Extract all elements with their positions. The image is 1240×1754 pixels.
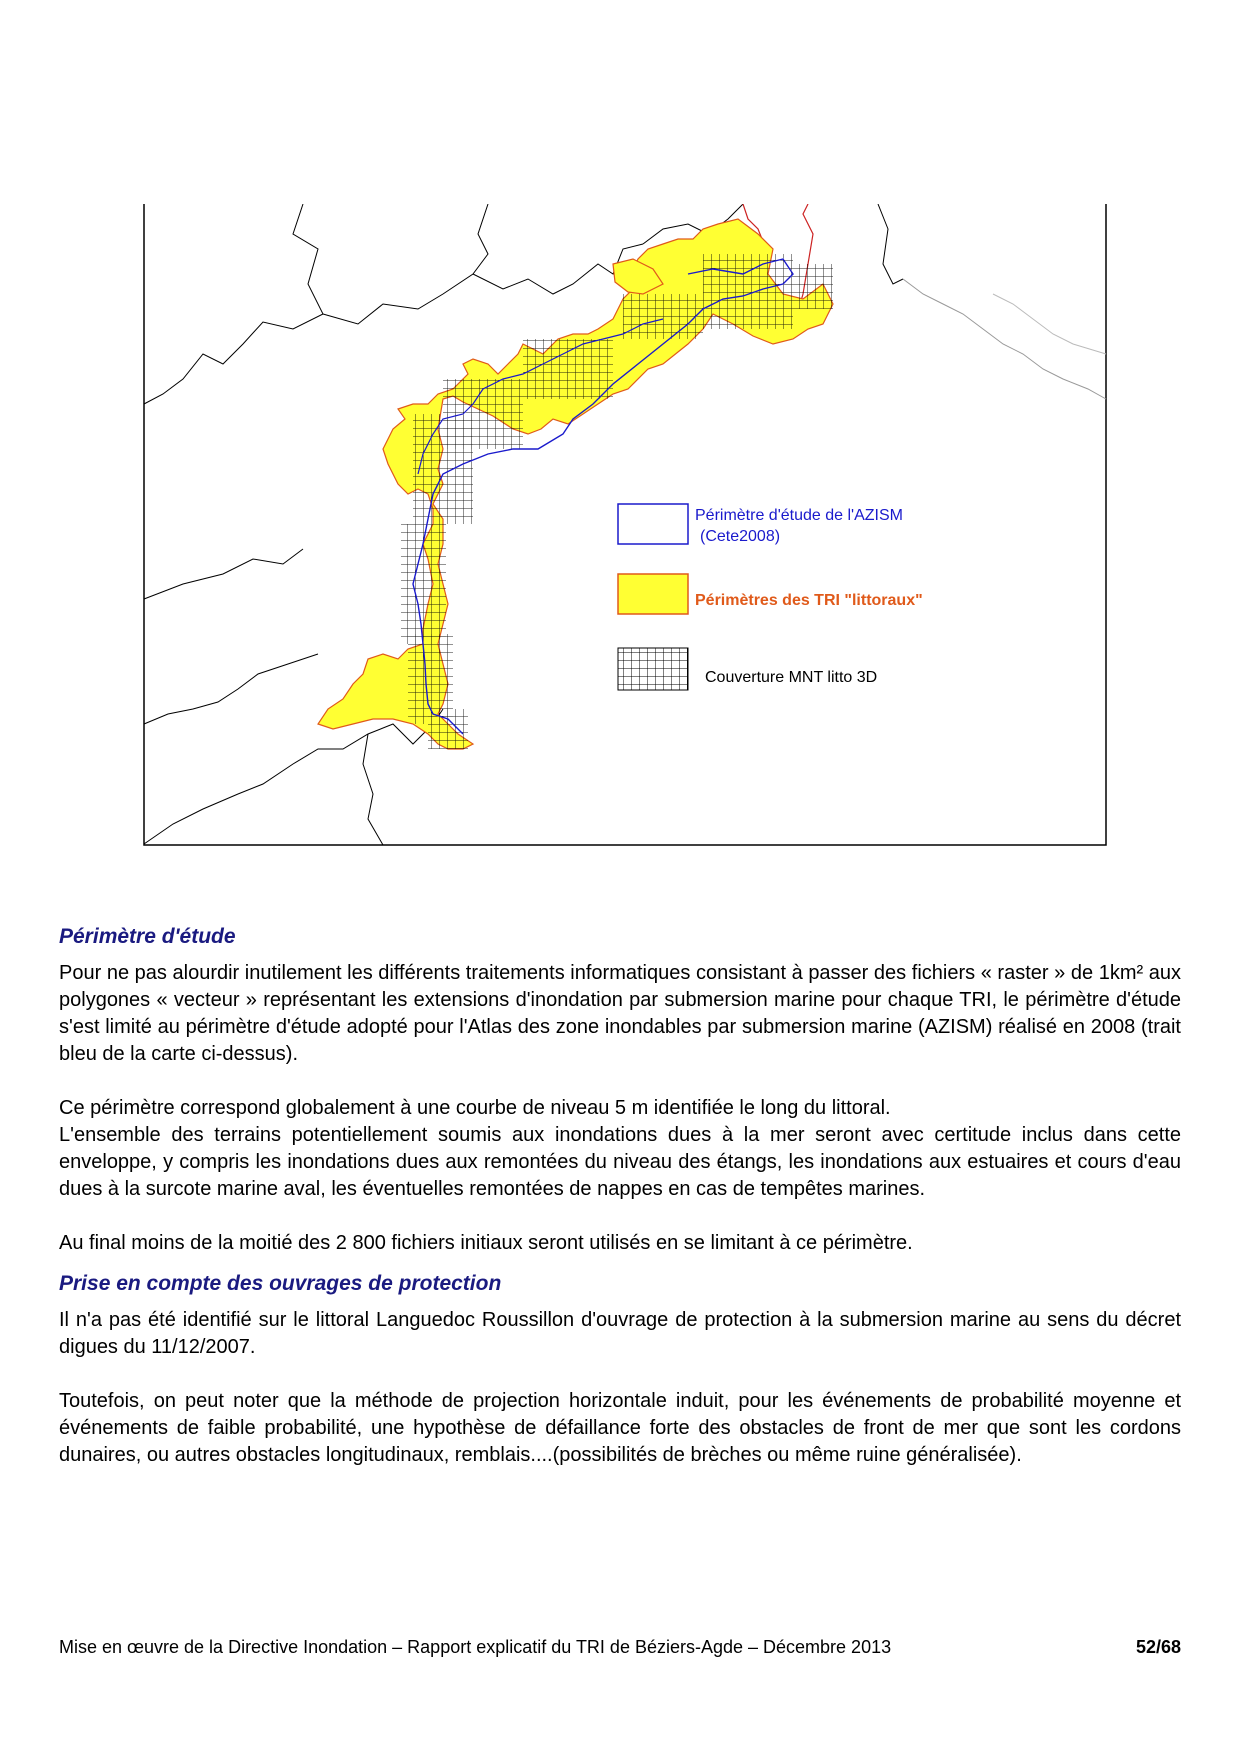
legend-azism-label-1: Périmètre d'étude de l'AZISM — [695, 507, 903, 524]
coverage-map — [143, 204, 1107, 846]
department-border — [144, 654, 318, 724]
legend-azism-label-2: (Cete2008) — [700, 528, 781, 545]
department-border — [323, 204, 488, 324]
legend-tri-swatch — [618, 574, 688, 614]
department-border — [363, 734, 383, 845]
section-heading-perimetre: Périmètre d'étude — [59, 925, 236, 948]
paragraph: Toutefois, on peut noter que la méthode de projection horizontale induit, pour les événements de probabilité moyenne et événements de faible probabilité, une hypothèse de défaillance forte des obstacles de front de mer que sont les cordons dunaires, ou autres obstacles longitudinaux, remblais....(possibilités de brèches ou même ruine généralisée). — [59, 1390, 1181, 1466]
department-border — [878, 204, 903, 284]
paragraph: L'ensemble des terrains potentiellement soumis aux inondations dues à la mer seront avec certitude inclus dans cette enveloppe, y compris les inondations dues aux remontées du niveau des étangs, les inondations aux estuaires et cours d'eau dues à la surcote marine aval, les éventuelles remontées de nappes en cas de tempêtes marines. — [59, 1124, 1181, 1200]
department-border — [144, 204, 323, 404]
legend-mnt-swatch — [618, 648, 688, 690]
mnt-coverage-tile — [523, 339, 613, 399]
map-legend — [618, 504, 923, 690]
paragraph: Au final moins de la moitié des 2 800 fichiers initiaux seront utilisés en se limitant à ce périmètre. — [59, 1232, 913, 1254]
legend-tri-label: Périmètres des TRI "littoraux" — [695, 592, 923, 609]
paragraph: Ce périmètre correspond globalement à une courbe de niveau 5 m identifiée le long du littoral. — [59, 1097, 891, 1119]
mnt-coverage-tile — [623, 294, 703, 339]
footer-text: Mise en œuvre de la Directive Inondation – Rapport explicatif du TRI de Béziers-Agde – Décembre 2013 — [59, 1637, 892, 1657]
legend-azism-swatch — [618, 504, 688, 544]
section-heading-ouvrages: Prise en compte des ouvrages de protection — [59, 1272, 502, 1295]
paragraph: Pour ne pas alourdir inutilement les différents traitements informatiques consistant à passer des fichiers « raster » de 1km² aux polygones « vecteur » représentant les extensions d'inondation par submersion marine pour chaque TRI, le périmètre d'étude s'est limité au périmètre d'étude adopté pour l'Atlas des zone inondables par submersion marine (AZISM) réalisé en 2008 (trait bleu de la carte ci-dessus). — [59, 962, 1181, 1065]
mnt-coverage-tile — [793, 264, 833, 309]
department-border — [144, 549, 303, 599]
east-coastline — [903, 279, 1106, 399]
east-coastline — [993, 294, 1106, 354]
mnt-coverage-tile — [413, 414, 473, 524]
page-number: 52/68 — [1135, 1637, 1181, 1657]
paragraph: Il n'a pas été identifié sur le littoral Languedoc Roussillon d'ouvrage de protection à la submersion marine au sens du décret digues du 11/12/2007. — [59, 1309, 1181, 1358]
page-footer — [59, 1637, 1181, 1658]
legend-mnt-label: Couverture MNT litto 3D — [705, 669, 878, 686]
document-body — [59, 924, 1181, 1469]
department-border — [144, 709, 443, 844]
mnt-coverage-tile — [703, 254, 793, 329]
